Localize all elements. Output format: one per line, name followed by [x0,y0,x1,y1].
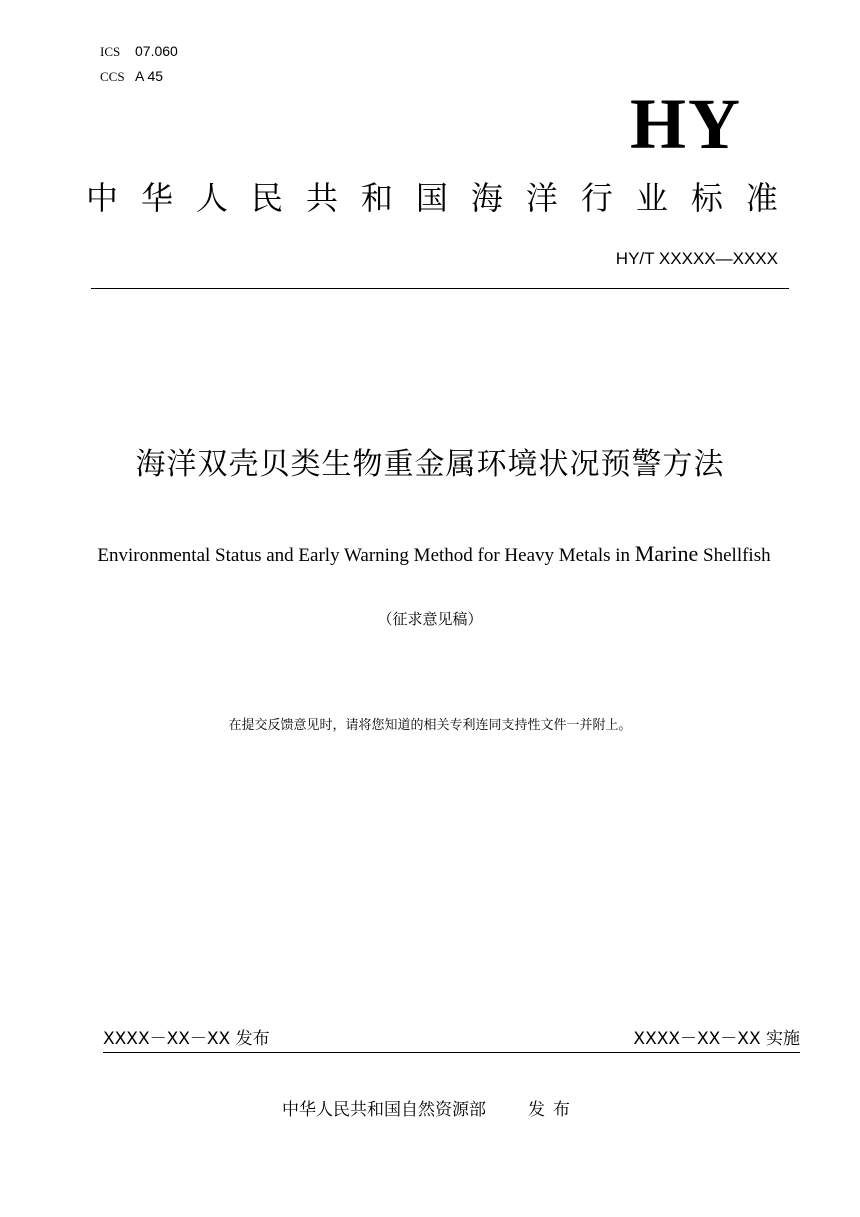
standard-number: HY/T XXXXX—XXXX [615,249,778,268]
category-char: 和 [360,179,393,217]
ics-code [100,43,178,61]
hy-logo: HY [630,84,742,164]
ics-value: 07.060 [135,43,178,59]
title-en-part: Environmental Status and Early Warning Method for Heavy Metals in [97,545,635,566]
category-char: 共 [305,179,338,217]
ics-label: ICS [100,44,121,59]
title-en-part: Marine [634,541,699,566]
document-title-zh: 海洋双壳贝类生物重金属环境状况预警方法 [135,447,725,482]
document-title-en [0,540,860,570]
header-divider [91,288,789,289]
ccs-value: A 45 [135,68,164,84]
feedback-note: 在提交反馈意见时，请将您知道的相关专利连同支持性文件一并附上。 [228,718,632,733]
draft-note: （征求意见稿） [377,610,483,628]
category-char: 华 [140,179,173,217]
category-char: 中 [86,179,119,217]
publisher-name: 中华人民共和国自然资源部 [282,1100,486,1120]
title-en-part: Shellfish [698,545,771,566]
category-char: 洋 [525,179,558,217]
publish-label: 发布 [528,1100,578,1120]
footer-divider [103,1052,800,1053]
category-char: 国 [415,179,448,217]
category-char: 业 [635,179,668,217]
category-char: 民 [250,179,283,217]
implementation-date: XXXX－XX－XX 实施 [633,1029,800,1049]
category-char: 人 [195,179,228,217]
standard-category-heading [86,176,778,220]
ccs-label: CCS [100,69,125,84]
ccs-code [100,68,163,86]
issue-date: XXXX－XX－XX 发布 [103,1029,270,1049]
publisher-line [0,1097,860,1123]
category-char: 行 [580,179,613,217]
category-char: 标 [690,179,723,217]
category-char: 准 [745,179,778,217]
category-char: 海 [470,179,503,217]
